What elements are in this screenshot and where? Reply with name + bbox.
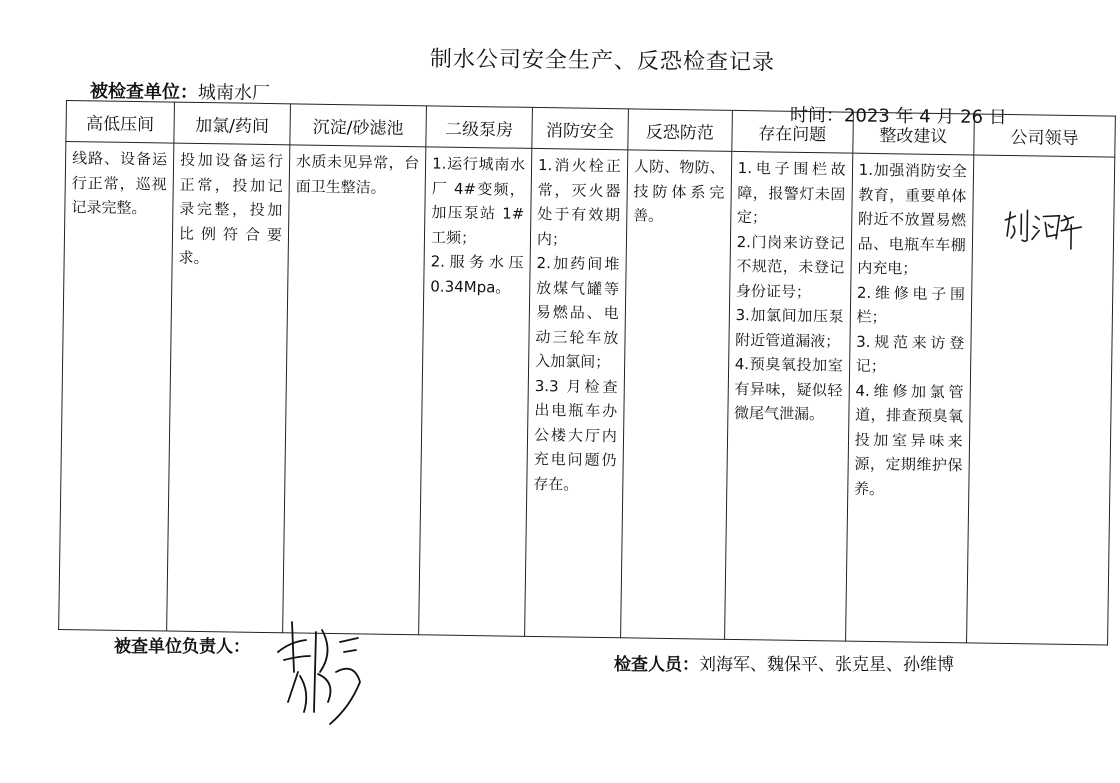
column-header: 高低压间: [66, 101, 175, 144]
column-header: 消防安全: [532, 107, 628, 149]
inspectors-value: 刘海军、魏保平、张克星、孙维博: [699, 655, 954, 675]
cell-text-fire-safety: 1.消火栓正常，灭火器处于有效期内； 2.加药间堆放煤气罐等易燃品、电动三轮车放入加氯间； 3.3 月检查出电瓶车办公楼大厅内充电问题仍存在。: [533, 156, 621, 494]
cell-text-high-low-voltage: 线路、设备运行正常，巡视记录完整。: [71, 149, 168, 218]
table-cell: [724, 151, 852, 641]
responsible-person-label: 被查单位负责人：: [114, 637, 250, 657]
column-header: 二级泵房: [426, 106, 533, 149]
table-cell: [525, 148, 628, 637]
inspection-date: 时间：2023 年 4 月 26 日: [789, 104, 1007, 129]
inspected-unit-value: 城南水厂: [197, 82, 271, 104]
table-row: [59, 142, 1115, 646]
cell-text-company-leader: [974, 155, 1114, 165]
cell-text-existing-problems: 1.电子围栏故障，报警灯未固定； 2.门岗来访登记不规范，未登记身份证号； 3.加氯间加压泵附近管道漏液； 4.预臭氧投加室有异味，疑似轻微尾气泄漏。: [733, 158, 846, 424]
cell-text-rectification: 1.加强消防安全教育，重要单体附近不放置易燃品、电瓶车车棚内充电； 2.维修电子围栏； 3.规范来访登记； 4.维修加氯管道，排查预臭氧投加室异味来源，定期维护保养。: [853, 160, 967, 498]
table-cell: [419, 147, 532, 637]
document-title: 制水公司安全生产、反恐检查记录: [429, 46, 776, 76]
cell-text-sedimentation-filter: 水质未见异常，台面卫生整洁。: [295, 152, 420, 197]
column-header: 反恐防范: [628, 109, 732, 152]
table-cell-company-leader: [966, 155, 1114, 645]
table-cell: [283, 145, 426, 635]
cell-text-secondary-pump: 1.运行城南水厂 4#变频，加压泵站 1#工频； 2.服务水压 0.34Mpa。: [430, 154, 526, 297]
inspectors-label: 检查人员：: [614, 655, 699, 675]
table-cell: [845, 153, 973, 643]
inspectors: [614, 650, 954, 675]
table-cell: [167, 143, 290, 633]
column-header: 公司领导: [974, 114, 1116, 157]
cell-text-anti-terror: 人防、物防、技防体系完善。: [632, 157, 725, 225]
inspection-table: [58, 100, 1116, 646]
inspection-table-sheet: [58, 100, 1116, 646]
inspected-unit-label: 被检查单位：: [89, 81, 199, 104]
table-cell: [620, 150, 731, 639]
leader-signature-image: [1001, 206, 1092, 257]
column-header: 沉淀/砂滤池: [290, 104, 427, 147]
responsible-signature-image: [270, 612, 370, 732]
column-header: 存在问题: [731, 110, 853, 153]
table-cell: [59, 142, 174, 632]
column-header: 整改建议: [853, 112, 975, 155]
cell-text-chlorine-dosing: 投加设备运行正常，投加记录完整，投加比例符合要求。: [178, 150, 284, 268]
column-header: 加氯/药间: [174, 102, 291, 145]
